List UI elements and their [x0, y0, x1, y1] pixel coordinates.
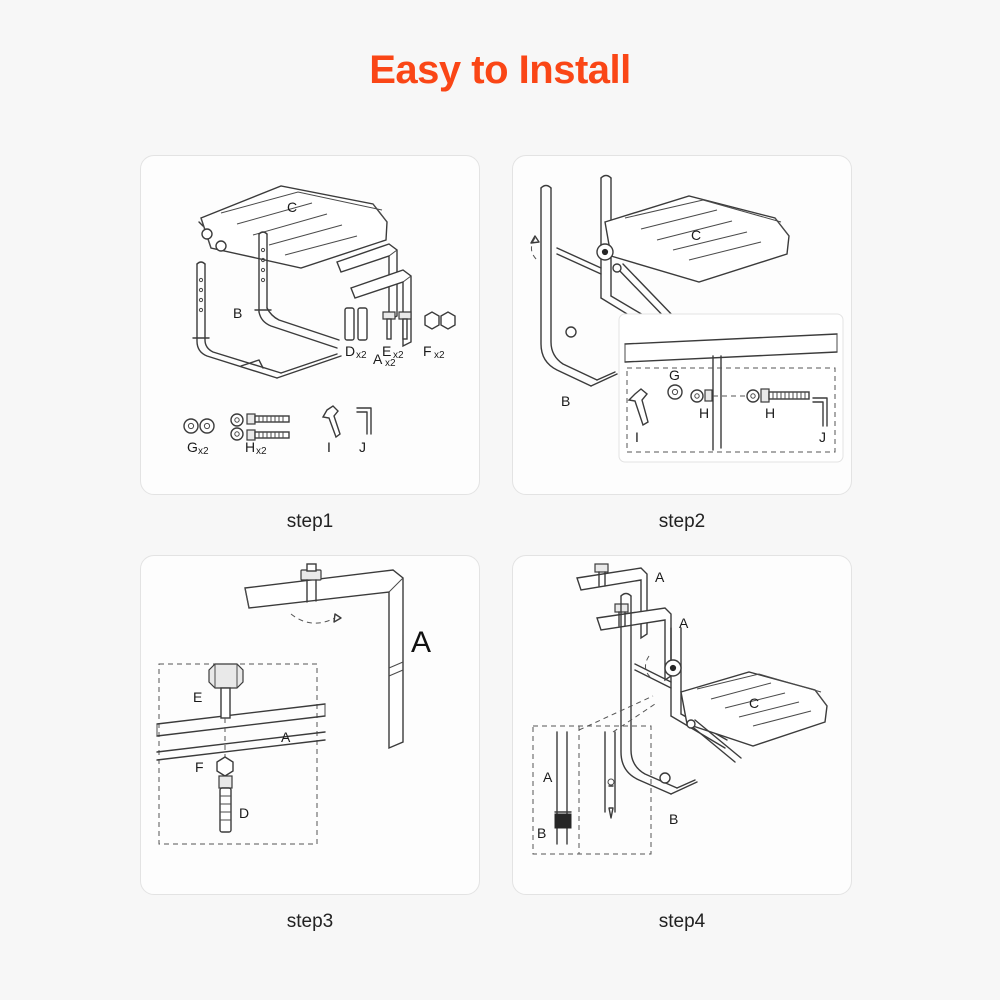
- step-card-4: [512, 555, 852, 933]
- part-label-b: B: [233, 305, 243, 321]
- step-3-label: step3: [286, 911, 334, 932]
- detail-label-d: D: [239, 805, 250, 821]
- detail-label-h-left: H: [699, 405, 710, 421]
- detail-label-e: E: [193, 689, 203, 705]
- svg-text:x2: x2: [385, 358, 396, 369]
- part-g-washers: [184, 419, 214, 433]
- detail-label-b: B: [537, 825, 547, 841]
- part-label-a-upper: A: [655, 569, 665, 585]
- part-label-c: C: [287, 199, 298, 215]
- part-label-b: B: [561, 393, 571, 409]
- part-d-bolt: [219, 776, 232, 832]
- step-2-illustration: [512, 155, 852, 495]
- part-label-j: J: [359, 439, 366, 455]
- part-i-wrench: [323, 406, 340, 437]
- detail-label-f: F: [195, 759, 204, 775]
- part-e-qty: [382, 343, 404, 361]
- step-3-illustration: [140, 555, 480, 895]
- part-label-b: B: [669, 811, 679, 827]
- step-card-2: [512, 155, 852, 533]
- step-1-illustration: [140, 155, 480, 495]
- part-label-a-large: A: [411, 626, 432, 659]
- svg-text:F: F: [423, 343, 432, 359]
- part-label-c: C: [691, 227, 702, 243]
- detail-label-j: J: [819, 429, 826, 445]
- step-card-3: [140, 555, 480, 933]
- frame-pivot: [566, 327, 576, 337]
- part-j-allen-key: [357, 408, 371, 434]
- step-4-label: step4: [658, 911, 706, 932]
- step-2-label: step2: [658, 511, 706, 532]
- svg-text:x2: x2: [356, 350, 367, 361]
- part-label-c: C: [749, 695, 760, 711]
- page-title: Easy to Install: [369, 48, 631, 92]
- detail-label-h-right: H: [765, 405, 776, 421]
- part-h-bolts: [231, 414, 289, 440]
- part-h-qty: [245, 439, 267, 457]
- detail-label-a: A: [281, 729, 291, 745]
- svg-text:A: A: [373, 351, 383, 367]
- part-label-i: I: [327, 439, 331, 455]
- svg-text:D: D: [345, 343, 356, 359]
- part-d-bolts: [345, 308, 367, 340]
- part-g-qty: [187, 439, 209, 457]
- detail-dashed-box: [533, 696, 655, 854]
- part-f-qty: [423, 343, 445, 361]
- svg-text:G: G: [187, 439, 198, 455]
- step-4-illustration: [512, 555, 852, 895]
- svg-text:E: E: [382, 343, 392, 359]
- detail-label-i: I: [635, 429, 639, 445]
- steps-grid: [140, 155, 860, 945]
- detail-inset: [619, 314, 843, 462]
- svg-text:H: H: [245, 439, 256, 455]
- part-a-bracket-lower: [597, 604, 671, 680]
- part-a-bracket: [245, 564, 403, 748]
- detail-dashed-box: [159, 664, 317, 844]
- detail-label-g: G: [669, 367, 680, 383]
- detail-label-a: A: [543, 769, 553, 785]
- part-label-a-lower: A: [679, 615, 689, 631]
- part-f-nut: [217, 757, 233, 776]
- svg-text:x2: x2: [256, 446, 267, 457]
- step-card-1: [140, 155, 480, 533]
- svg-text:x2: x2: [393, 350, 404, 361]
- part-d-qty: [345, 343, 367, 361]
- rail: [157, 704, 325, 760]
- svg-text:x2: x2: [434, 350, 445, 361]
- svg-text:x2: x2: [198, 446, 209, 457]
- part-f-nuts: [425, 312, 455, 329]
- step-1-label: step1: [286, 511, 334, 532]
